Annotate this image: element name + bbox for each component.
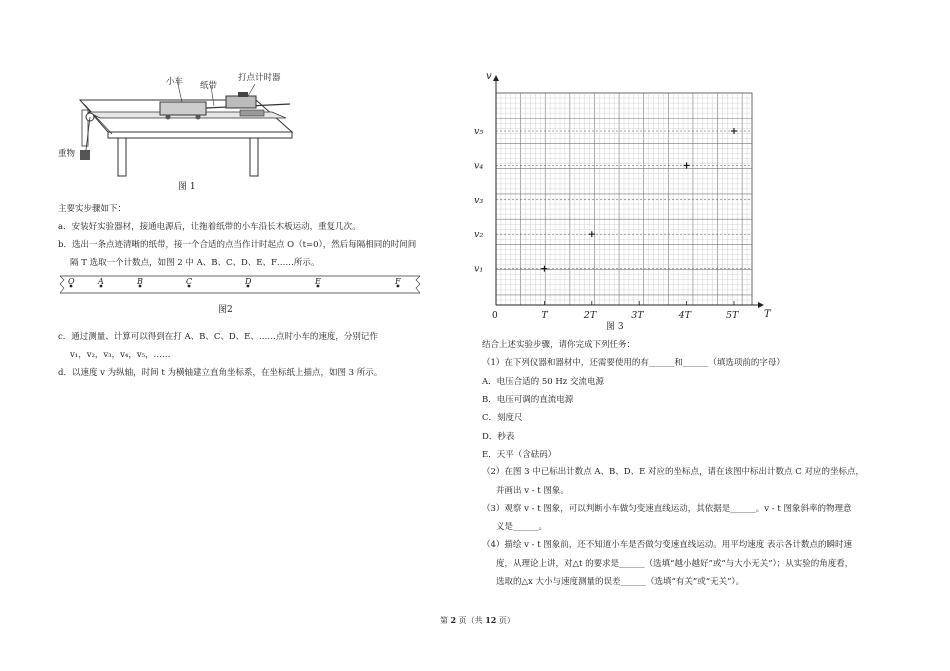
x-axis-label: T [764,309,771,320]
question-4-line1: （4）描绘 v - t 图象前，还不知道小车是否做匀变速直线运动。用平均速度 表示各计数点的瞬时速 [482,540,853,550]
step-d: d．以速度 v 为纵轴，时间 t 为横轴建立直角坐标系，在坐标纸上描点，如图 3 所示。 [58,368,383,378]
option-d: D．秒表 [482,432,515,442]
tape-label-o: O [68,277,75,286]
option-e: E．天平（含砝码） [482,450,557,460]
footer-pre: 第 [440,616,448,625]
tape-label-f: F [395,277,401,286]
step-b-line1: b．选出一条点迹清晰的纸带，接一个合适的点当作计时起点 O（t=0），然后每隔相同的时间间 [58,240,417,250]
y-tick-label: v₁ [474,263,484,275]
footer-page-total: 12 [485,615,497,625]
tape-label-c: C [186,277,193,286]
tape-label-e: E [315,277,321,286]
figure-2-caption: 图2 [218,305,233,315]
question-3-line2: 义是______。 [496,522,548,532]
x-tick-label: 4T [678,310,691,321]
tape-label-a: A [98,277,104,286]
label-tape: 纸带 [200,81,218,91]
question-4-line2: 度，从理论上讲，对△t 的要求是______（选填“越小越好”或“与大小无关”）；从实验的角度看， [496,559,854,569]
x-axis-arrow [758,302,764,308]
x-tick-label: 2T [583,310,597,321]
figure-1-caption: 图 1 [178,182,196,192]
y-axis-label: v [486,71,492,82]
option-a: A．电压合适的 50 Hz 交流电源 [482,377,604,387]
figure-3-caption: 图 3 [606,322,624,332]
x-tick-label: 3T [631,310,644,321]
step-a: a．安装好实验器材，接通电源后，让拖着纸带的小车沿长木板运动，重复几次。 [58,222,361,232]
tape-label-d: D [245,277,252,286]
footer-post: 页） [498,616,515,625]
y-tick-label: v₂ [474,229,484,241]
question-2-line1: （2）在图 3 中已标出计数点 A、B、D、E 对应的坐标点，请在该图中标出计数点 C 对应的坐标点， [482,467,864,477]
y-axis-arrow [493,75,499,81]
option-b: B．电压可调的直流电源 [482,395,574,405]
steps-intro: 主要实步骤如下： [58,204,127,214]
label-weight: 重物 [58,149,76,159]
x-tick-label: T [541,310,548,321]
question-2-line2: 并画出 v - t 图象。 [496,486,569,496]
label-car: 小车 [166,77,184,87]
x-tick-label: 5T [726,310,739,321]
label-timer: 打点计时器 [238,73,281,83]
question-4-line3: 选取的△x 大小与速度测量的误差______（选填“有关”或“无关”）。 [496,577,745,587]
step-c-line1: c．通过测量、计算可以得到在打 A、B、C、D、E、……点时小车的速度，分别记作 [58,332,378,342]
step-b-line2: 隔 T 选取一个计数点，如图 2 中 A、B、C、D、E、F……所示。 [70,258,320,268]
footer-mid: 页（共 [458,616,483,625]
question-3-line1: （3）观察 v - t 图象，可以判断小车做匀变速直线运动，其依据是______。v - t 图象斜率的物理意 [482,504,852,514]
origin-label: 0 [492,311,498,321]
footer-page-number: 2 [450,615,457,625]
y-tick-label: v₃ [474,194,484,206]
option-c: C．刻度尺 [482,413,523,423]
question-1: （1）在下列仪器和器材中，还需要使用的有______和______（填选项前的字母） [482,358,785,368]
tape-label-b: B [137,277,143,286]
y-tick-label: v₅ [474,126,484,137]
tasks-intro: 结合上述实验步骤，请你完成下列任务： [482,340,636,350]
step-c-line2: v₁，v₂，v₃，v₄，v₅，…… [70,350,171,360]
y-tick-label: v₄ [474,160,484,172]
page-footer [440,614,515,627]
